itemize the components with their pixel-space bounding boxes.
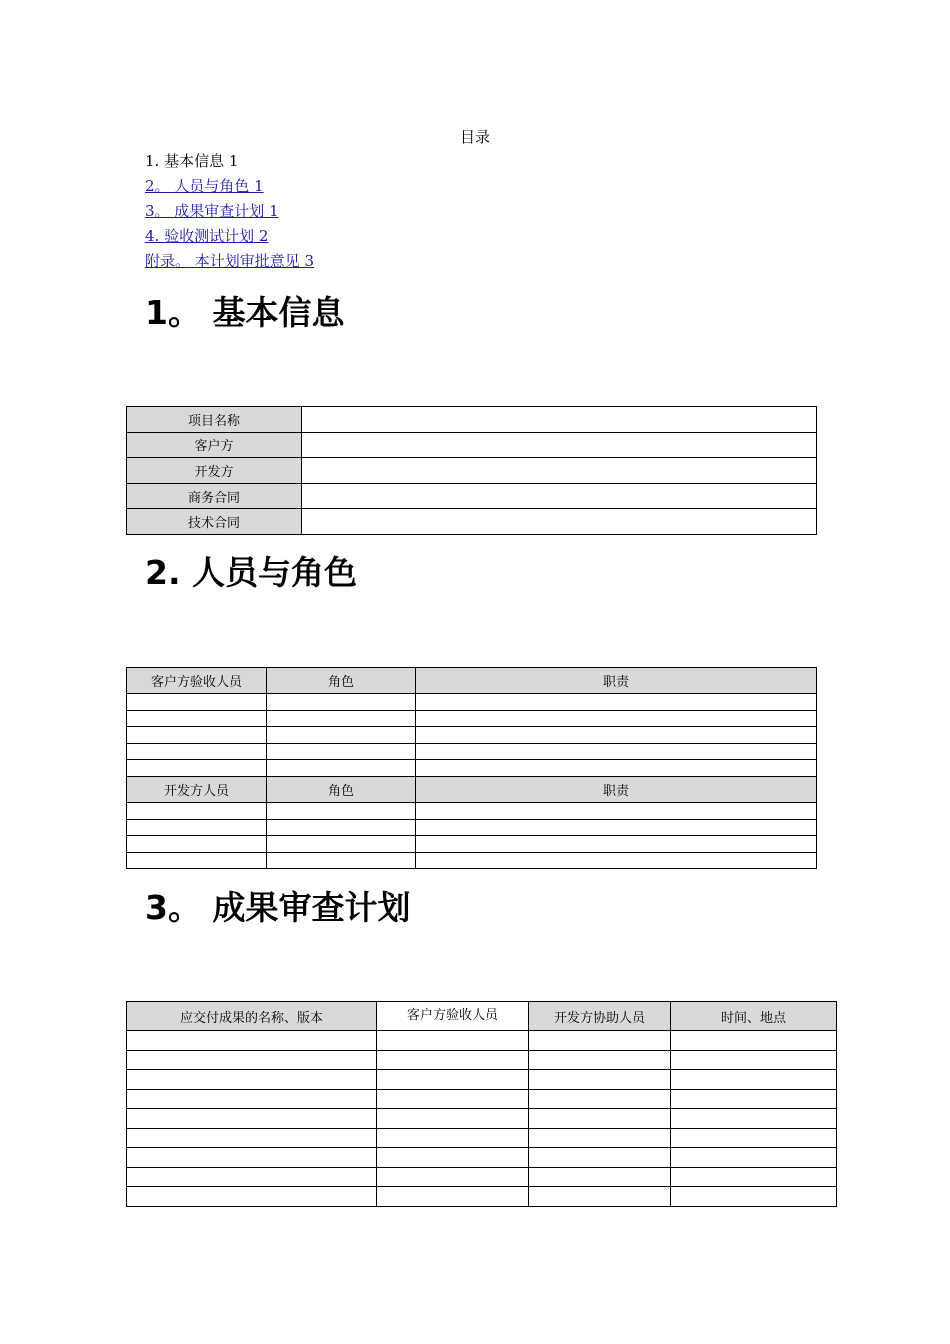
table-cell[interactable] xyxy=(529,1187,671,1207)
table-cell[interactable] xyxy=(127,1089,377,1109)
table-row xyxy=(127,1109,837,1129)
table-row xyxy=(127,710,817,727)
table-cell[interactable] xyxy=(127,1031,377,1051)
table-cell[interactable] xyxy=(267,836,416,853)
toc-link-review-plan[interactable]: 3。 成果审查计划 1 xyxy=(145,202,279,220)
header-role: 角色 xyxy=(267,668,416,694)
table-cell[interactable] xyxy=(529,1031,671,1051)
table-cell[interactable] xyxy=(267,852,416,869)
table-cell[interactable] xyxy=(671,1167,837,1187)
table-cell[interactable] xyxy=(671,1031,837,1051)
table-cell[interactable] xyxy=(127,852,267,869)
label-developer: 开发方 xyxy=(127,458,302,484)
section1-heading: 1。 基本信息 xyxy=(145,293,345,332)
table-cell[interactable] xyxy=(127,802,267,819)
table-cell[interactable] xyxy=(127,1050,377,1070)
table-cell[interactable] xyxy=(267,819,416,836)
table-cell[interactable] xyxy=(127,760,267,777)
table-cell[interactable] xyxy=(127,1070,377,1090)
table-row xyxy=(127,483,817,509)
review-plan-table xyxy=(126,1001,837,1207)
toc-item-people-roles[interactable] xyxy=(145,175,314,200)
table-cell[interactable] xyxy=(671,1089,837,1109)
header-deliverable: 应交付成果的名称、版本 xyxy=(127,1002,377,1031)
table-cell[interactable] xyxy=(416,710,817,727)
table-cell[interactable] xyxy=(267,694,416,711)
table-cell[interactable] xyxy=(127,1148,377,1168)
table-cell[interactable] xyxy=(671,1148,837,1168)
table-row xyxy=(127,509,817,535)
table-row xyxy=(127,743,817,760)
header-customer-acceptance: 客户方验收人员 xyxy=(377,1002,529,1031)
table-cell[interactable] xyxy=(267,710,416,727)
customer-header-row xyxy=(127,668,817,694)
table-cell[interactable] xyxy=(671,1187,837,1207)
value-technical-contract[interactable] xyxy=(302,509,817,535)
header-developer-assist: 开发方协助人员 xyxy=(529,1002,671,1031)
table-cell[interactable] xyxy=(377,1050,529,1070)
header-role: 角色 xyxy=(267,776,416,802)
table-cell[interactable] xyxy=(529,1167,671,1187)
value-project-name[interactable] xyxy=(302,407,817,433)
table-row xyxy=(127,1187,837,1207)
table-cell[interactable] xyxy=(416,727,817,744)
value-developer[interactable] xyxy=(302,458,817,484)
table-cell[interactable] xyxy=(377,1031,529,1051)
table-cell[interactable] xyxy=(377,1128,529,1148)
table-cell[interactable] xyxy=(671,1109,837,1129)
table-row xyxy=(127,407,817,433)
header-time-place: 时间、地点 xyxy=(671,1002,837,1031)
label-client: 客户方 xyxy=(127,432,302,458)
table-cell[interactable] xyxy=(377,1109,529,1129)
section3-heading: 3。 成果审查计划 xyxy=(145,888,411,927)
toc-item-acceptance-test[interactable] xyxy=(145,225,314,250)
table-row xyxy=(127,1031,837,1051)
table-cell[interactable] xyxy=(127,727,267,744)
toc-item-label: 1. 基本信息 1 xyxy=(145,152,239,170)
table-row xyxy=(127,852,817,869)
table-cell[interactable] xyxy=(267,743,416,760)
table-cell[interactable] xyxy=(529,1089,671,1109)
table-cell[interactable] xyxy=(416,743,817,760)
toc-link-appendix[interactable]: 附录。 本计划审批意见 3 xyxy=(145,252,315,270)
people-roles-table xyxy=(126,667,817,869)
table-cell[interactable] xyxy=(127,836,267,853)
table-row xyxy=(127,1089,837,1109)
developer-header-row xyxy=(127,776,817,802)
table-cell[interactable] xyxy=(127,819,267,836)
table-row xyxy=(127,727,817,744)
table-cell[interactable] xyxy=(529,1128,671,1148)
table-cell[interactable] xyxy=(416,836,817,853)
toc-link-acceptance-test[interactable]: 4. 验收测试计划 2 xyxy=(145,227,269,245)
table-row xyxy=(127,1070,837,1090)
table-cell[interactable] xyxy=(416,802,817,819)
table-row xyxy=(127,1050,837,1070)
table-cell[interactable] xyxy=(127,710,267,727)
table-row xyxy=(127,458,817,484)
header-customer-acceptance: 客户方验收人员 xyxy=(127,668,267,694)
table-row xyxy=(127,432,817,458)
table-cell[interactable] xyxy=(127,1128,377,1148)
table-cell[interactable] xyxy=(127,694,267,711)
table-cell[interactable] xyxy=(267,802,416,819)
basic-info-table xyxy=(126,406,817,535)
table-row xyxy=(127,1128,837,1148)
table-cell[interactable] xyxy=(529,1148,671,1168)
label-business-contract: 商务合同 xyxy=(127,483,302,509)
table-cell[interactable] xyxy=(671,1070,837,1090)
value-business-contract[interactable] xyxy=(302,483,817,509)
table-cell[interactable] xyxy=(377,1148,529,1168)
toc-item-basic-info xyxy=(145,150,314,175)
table-cell[interactable] xyxy=(267,727,416,744)
header-developer-staff: 开发方人员 xyxy=(127,776,267,802)
table-cell[interactable] xyxy=(529,1050,671,1070)
table-row xyxy=(127,694,817,711)
table-row xyxy=(127,819,817,836)
label-project-name: 项目名称 xyxy=(127,407,302,433)
table-cell[interactable] xyxy=(377,1089,529,1109)
table-cell[interactable] xyxy=(127,1167,377,1187)
toc-item-review-plan[interactable] xyxy=(145,200,314,225)
toc-link-people-roles[interactable]: 2。 人员与角色 1 xyxy=(145,177,264,195)
table-row xyxy=(127,1148,837,1168)
table-cell[interactable] xyxy=(671,1128,837,1148)
table-cell[interactable] xyxy=(416,760,817,777)
value-client[interactable] xyxy=(302,432,817,458)
table-cell[interactable] xyxy=(377,1187,529,1207)
label-technical-contract: 技术合同 xyxy=(127,509,302,535)
table-cell[interactable] xyxy=(529,1109,671,1129)
review-header-row xyxy=(127,1002,837,1031)
table-of-contents xyxy=(145,150,314,275)
table-cell[interactable] xyxy=(267,760,416,777)
header-duty: 职责 xyxy=(416,776,817,802)
table-cell[interactable] xyxy=(416,819,817,836)
table-row xyxy=(127,836,817,853)
table-row xyxy=(127,1167,837,1187)
header-duty: 职责 xyxy=(416,668,817,694)
table-cell[interactable] xyxy=(127,1187,377,1207)
table-cell[interactable] xyxy=(127,743,267,760)
table-cell[interactable] xyxy=(671,1050,837,1070)
table-cell[interactable] xyxy=(377,1070,529,1090)
toc-title: 目录 xyxy=(459,128,490,146)
table-cell[interactable] xyxy=(416,852,817,869)
toc-item-appendix[interactable] xyxy=(145,250,314,275)
table-cell[interactable] xyxy=(127,1109,377,1129)
table-cell[interactable] xyxy=(377,1167,529,1187)
table-cell[interactable] xyxy=(529,1070,671,1090)
table-row xyxy=(127,802,817,819)
table-cell[interactable] xyxy=(416,694,817,711)
table-row xyxy=(127,760,817,777)
section2-heading: 2. 人员与角色 xyxy=(145,553,357,592)
